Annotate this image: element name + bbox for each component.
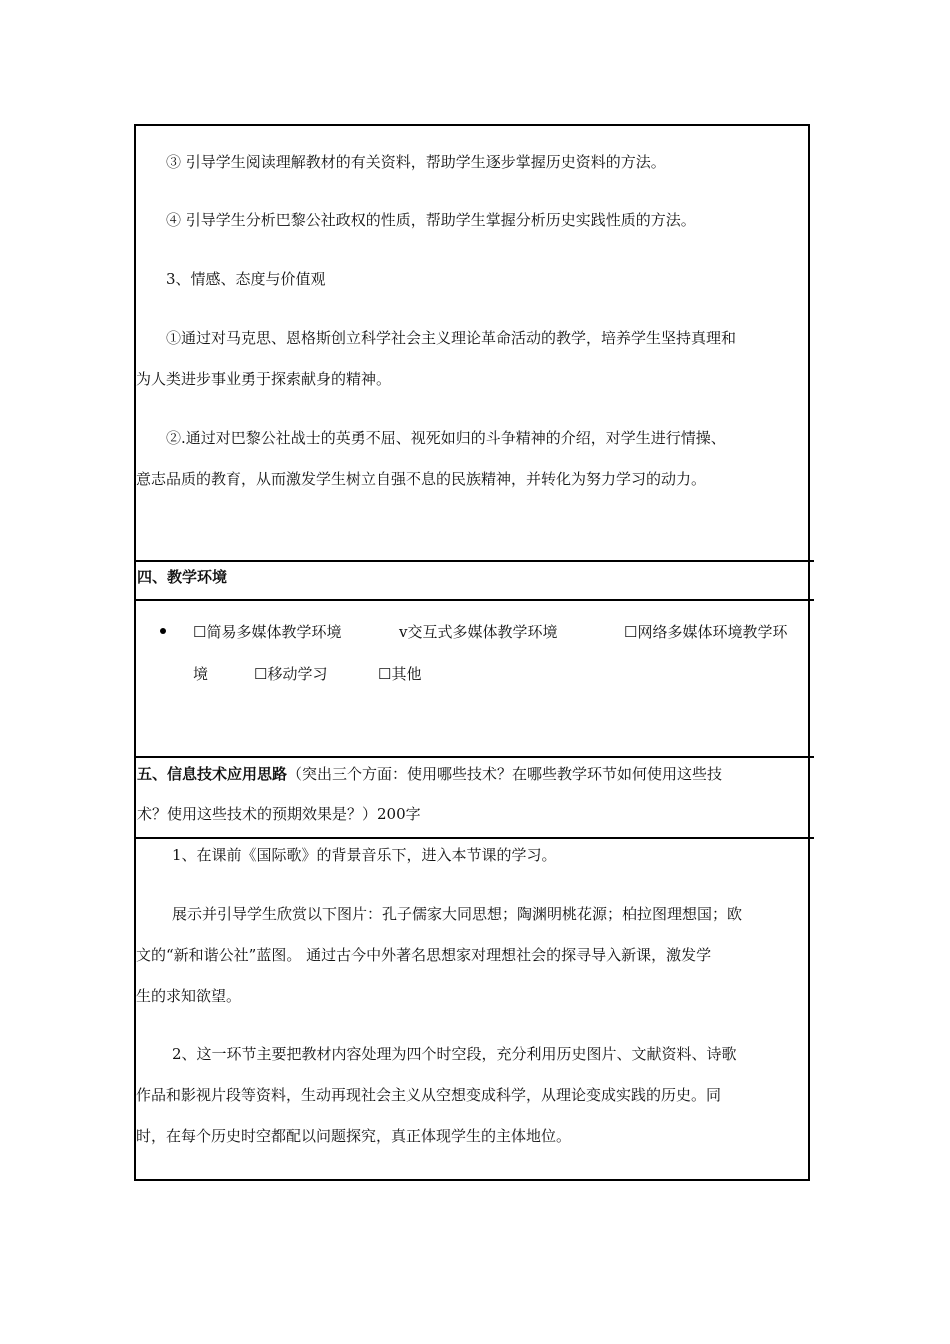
emotion-item-2-line2: 意志品质的教育，从而激发学生树立自强不息的民族精神，并转化为努力学习的动力。 <box>136 470 707 488</box>
idea-pictures-line2: 文的“新和谐公社”蓝图。 通过古今中外著名思想家对理想社会的探寻导入新课，激发学 <box>136 946 712 964</box>
section-4-title: 四、教学环境 <box>137 568 228 586</box>
objective-3: ③ 引导学生阅读理解教材的有关资料，帮助学生逐步掌握历史资料的方法。 <box>166 153 666 171</box>
table-divider <box>134 756 814 758</box>
env-option-other: ☐其他 <box>378 665 422 683</box>
env-option-network: ☐网络多媒体环境教学环 <box>624 623 788 641</box>
env-option-simple: ☐简易多媒体教学环境 <box>193 623 342 641</box>
idea-1: 1、在课前《国际歌》的背景音乐下，进入本节课的学习。 <box>172 846 557 864</box>
env-option-network-cont: 境 <box>193 665 209 683</box>
env-option-interactive: v交互式多媒体教学环境 <box>399 623 558 641</box>
idea-pictures-line3: 生的求知欲望。 <box>136 987 242 1005</box>
idea-pictures-line1: 展示并引导学生欣赏以下图片：孔子儒家大同思想；陶渊明桃花源；柏拉图理想国；欧 <box>172 905 743 923</box>
table-divider <box>134 560 814 562</box>
emotion-item-1-line2: 为人类进步事业勇于探索献身的精神。 <box>136 370 392 388</box>
idea-2-line3: 时，在每个历史时空都配以问题探究，真正体现学生的主体地位。 <box>136 1127 572 1145</box>
table-divider <box>134 599 814 601</box>
section-5-title-bold: 五、信息技术应用思路 <box>137 765 288 783</box>
section-5-title-rest: （突出三个方面：使用哪些技术？在哪些教学环节如何使用这些技 <box>287 765 723 783</box>
bullet-icon <box>160 628 166 634</box>
emotion-item-2-line1: ②.通过对巴黎公社战士的英勇不屈、视死如归的斗争精神的介绍，对学生进行情操、 <box>166 429 726 447</box>
idea-2-line1: 2、这一环节主要把教材内容处理为四个时空段，充分利用历史图片、文献资料、诗歌 <box>172 1045 737 1063</box>
section-5-title <box>137 765 722 783</box>
section-5-title-line2: 术？使用这些技术的预期效果是？）200字 <box>137 805 421 823</box>
emotion-item-1-line1: ①通过对马克思、恩格斯创立科学社会主义理论革命活动的教学，培养学生坚持真理和 <box>166 329 737 347</box>
env-option-mobile: ☐移动学习 <box>254 665 328 683</box>
objective-4: ④ 引导学生分析巴黎公社政权的性质，帮助学生掌握分析历史实践性质的方法。 <box>166 211 696 229</box>
table-divider <box>134 837 814 839</box>
idea-2-line2: 作品和影视片段等资料，生动再现社会主义从空想变成科学，从理论变成实践的历史。同 <box>136 1086 722 1104</box>
emotion-heading: 3、情感、态度与价值观 <box>166 270 326 288</box>
